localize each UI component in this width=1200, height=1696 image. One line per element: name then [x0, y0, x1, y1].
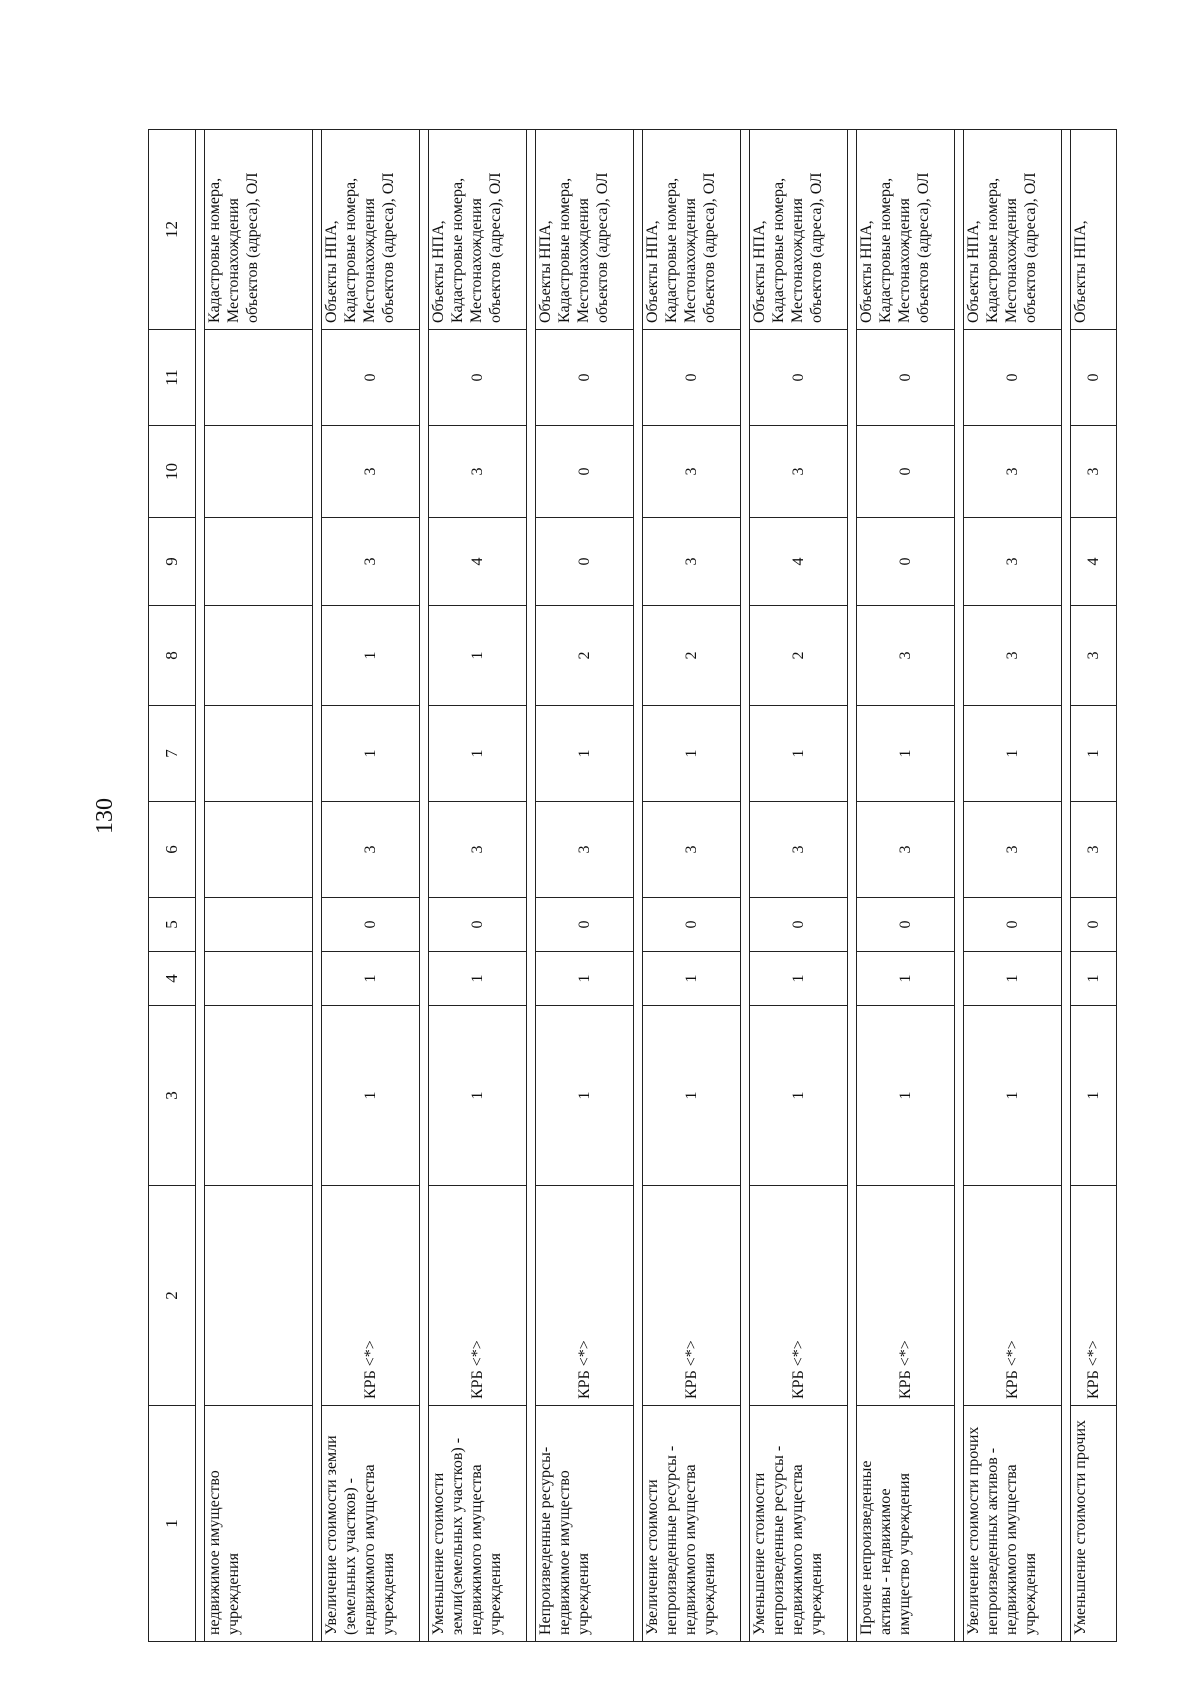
cell-text-line: Уменьшение стоимости: [751, 1472, 768, 1635]
cell-text-line: недвижимое имущество: [556, 1470, 573, 1635]
table-row: [205, 130, 313, 1642]
column-header-5: 5: [149, 898, 196, 952]
cell-col-7: 1: [429, 706, 527, 802]
row-separator-cell: [741, 130, 750, 1642]
table-row: [429, 130, 527, 1642]
cell-col-1: [536, 1406, 634, 1642]
cell-col-12: [322, 130, 420, 330]
cell-col-5: 0: [429, 898, 527, 952]
column-header-2: 2: [149, 1186, 196, 1406]
cell-col-2: КРБ <*>: [429, 1186, 527, 1406]
cell-text-line: Местонахождения: [1003, 198, 1020, 323]
cell-col-6: 3: [1071, 802, 1117, 898]
cell-col-11: 0: [429, 330, 527, 426]
cell-col-9: 3: [322, 518, 420, 606]
cell-col-6: 3: [750, 802, 848, 898]
cell-text-line: учреждения: [1022, 1553, 1039, 1635]
cell-text-line: земли(земельных участков) -: [449, 1437, 466, 1635]
cell-text-line: Объекты НПА,: [751, 220, 768, 323]
column-header-3: 3: [149, 1006, 196, 1186]
cell-text-line: объектов (адреса), ОЛ: [701, 172, 718, 323]
cell-text-line: учреждения: [701, 1553, 718, 1635]
table-row: [857, 130, 955, 1642]
cell-col-12: [750, 130, 848, 330]
cell-text-line: Непроизведенные ресурсы-: [537, 1446, 554, 1635]
cell-text-line: Объекты НПА,: [965, 220, 982, 323]
row-separator-cell: [527, 130, 536, 1642]
cell-text-line: учреждения: [575, 1553, 592, 1635]
rotated-table-container: [148, 130, 1116, 1642]
cell-col-8: 3: [857, 606, 955, 706]
row-separator-cell: [420, 130, 429, 1642]
row-separator: [955, 130, 964, 1642]
cell-text-line: учреждения: [487, 1553, 504, 1635]
cell-col-6: [205, 802, 313, 898]
cell-col-11: 0: [1071, 330, 1117, 426]
cell-col-6: 3: [536, 802, 634, 898]
row-separator: [634, 130, 643, 1642]
cell-col-3: [205, 1006, 313, 1186]
cell-col-10: [205, 426, 313, 518]
cell-col-5: 0: [750, 898, 848, 952]
cell-col-7: 1: [750, 706, 848, 802]
table-body: [196, 130, 1117, 1642]
cell-col-1: [205, 1406, 313, 1642]
cell-col-5: 0: [536, 898, 634, 952]
cell-col-10: 3: [1071, 426, 1117, 518]
cell-col-3: 1: [750, 1006, 848, 1186]
cell-col-11: 0: [536, 330, 634, 426]
cell-col-1: [857, 1406, 955, 1642]
cell-text-line: недвижимое имущество: [206, 1470, 223, 1635]
cell-text-line: (земельных участков) -: [342, 1478, 359, 1635]
cell-col-6: 3: [429, 802, 527, 898]
cell-text-line: Местонахождения: [575, 198, 592, 323]
row-separator-cell: [848, 130, 857, 1642]
data-table: [148, 129, 1117, 1642]
cell-col-11: [205, 330, 313, 426]
cell-col-10: 3: [322, 426, 420, 518]
cell-col-9: 3: [964, 518, 1062, 606]
cell-text-line: Увеличение стоимости земли: [323, 1435, 340, 1635]
cell-text-line: Местонахождения: [225, 198, 242, 323]
cell-col-6: 3: [643, 802, 741, 898]
cell-text-line: Кадастровые номера,: [342, 177, 359, 323]
row-separator-cell: [955, 130, 964, 1642]
cell-col-5: 0: [964, 898, 1062, 952]
column-header-12: 12: [149, 130, 196, 330]
cell-text-line: объектов (адреса), ОЛ: [915, 172, 932, 323]
table-row: [964, 130, 1062, 1642]
cell-text-line: Местонахождения: [682, 198, 699, 323]
cell-col-2: КРБ <*>: [857, 1186, 955, 1406]
cell-text-line: объектов (адреса), ОЛ: [594, 172, 611, 323]
cell-col-11: 0: [857, 330, 955, 426]
cell-col-2: КРБ <*>: [964, 1186, 1062, 1406]
cell-text-line: недвижимого имущества: [468, 1464, 485, 1635]
cell-text-line: учреждения: [380, 1553, 397, 1635]
cell-text-line: Объекты НПА,: [644, 220, 661, 323]
column-header-11: 11: [149, 330, 196, 426]
table-row: [322, 130, 420, 1642]
table-row: [1071, 130, 1117, 1642]
cell-col-8: 2: [643, 606, 741, 706]
cell-text-line: Кадастровые номера,: [556, 177, 573, 323]
cell-col-8: 3: [1071, 606, 1117, 706]
cell-col-2: [205, 1186, 313, 1406]
cell-text-line: непроизведенные ресурсы -: [770, 1445, 787, 1635]
cell-col-4: 1: [750, 952, 848, 1006]
cell-col-9: 0: [857, 518, 955, 606]
cell-text-line: объектов (адреса), ОЛ: [487, 172, 504, 323]
cell-text-line: Прочие непроизведенные: [858, 1460, 875, 1635]
cell-col-3: 1: [536, 1006, 634, 1186]
cell-col-8: 3: [964, 606, 1062, 706]
cell-text-line: учреждения: [225, 1553, 242, 1635]
cell-col-2: КРБ <*>: [322, 1186, 420, 1406]
cell-text-line: недвижимого имущества: [789, 1464, 806, 1635]
cell-col-6: 3: [857, 802, 955, 898]
cell-col-3: 1: [322, 1006, 420, 1186]
cell-col-5: 0: [643, 898, 741, 952]
cell-text-line: Кадастровые номера,: [984, 177, 1001, 323]
cell-col-10: 3: [429, 426, 527, 518]
cell-col-7: 1: [643, 706, 741, 802]
cell-col-1: [1071, 1406, 1117, 1642]
cell-col-12: [643, 130, 741, 330]
cell-text-line: Уменьшение стоимости: [430, 1472, 447, 1635]
cell-text-line: Объекты НПА,: [430, 220, 447, 323]
cell-col-9: 0: [536, 518, 634, 606]
cell-col-4: 1: [1071, 952, 1117, 1006]
cell-text-line: имущество учреждения: [896, 1473, 913, 1635]
cell-col-10: 3: [964, 426, 1062, 518]
cell-text-line: Кадастровые номера,: [877, 177, 894, 323]
cell-col-10: 3: [750, 426, 848, 518]
cell-col-2: КРБ <*>: [750, 1186, 848, 1406]
cell-col-11: 0: [750, 330, 848, 426]
cell-col-7: 1: [536, 706, 634, 802]
cell-col-7: 1: [322, 706, 420, 802]
cell-col-12: [536, 130, 634, 330]
column-header-4: 4: [149, 952, 196, 1006]
cell-col-8: 2: [536, 606, 634, 706]
cell-text-line: Кадастровые номера,: [770, 177, 787, 323]
cell-col-4: 1: [322, 952, 420, 1006]
table-row: [643, 130, 741, 1642]
row-separator: [196, 130, 205, 1642]
column-header-6: 6: [149, 802, 196, 898]
page-number: 130: [92, 798, 118, 834]
cell-text-line: Местонахождения: [361, 198, 378, 323]
cell-col-4: [205, 952, 313, 1006]
row-separator-cell: [313, 130, 322, 1642]
row-separator: [848, 130, 857, 1642]
cell-text-line: Объекты НПА,: [537, 220, 554, 323]
cell-col-5: 0: [1071, 898, 1117, 952]
row-separator: [313, 130, 322, 1642]
cell-col-12: [429, 130, 527, 330]
cell-col-3: 1: [1071, 1006, 1117, 1186]
cell-col-1: [322, 1406, 420, 1642]
cell-col-4: 1: [536, 952, 634, 1006]
cell-col-8: 1: [322, 606, 420, 706]
cell-text-line: Объекты НПА,: [1072, 220, 1089, 323]
column-header-1: 1: [149, 1406, 196, 1642]
row-separator-cell: [1062, 130, 1071, 1642]
cell-col-7: [205, 706, 313, 802]
cell-col-5: [205, 898, 313, 952]
cell-col-1: [750, 1406, 848, 1642]
column-header-8: 8: [149, 606, 196, 706]
cell-col-7: 1: [964, 706, 1062, 802]
column-header-10: 10: [149, 426, 196, 518]
cell-text-line: Кадастровые номера,: [206, 177, 223, 323]
cell-text-line: Увеличение стоимости прочих: [965, 1426, 982, 1635]
cell-col-11: 0: [643, 330, 741, 426]
cell-col-4: 1: [429, 952, 527, 1006]
row-separator-cell: [634, 130, 643, 1642]
cell-col-8: 2: [750, 606, 848, 706]
column-header-7: 7: [149, 706, 196, 802]
cell-col-5: 0: [857, 898, 955, 952]
cell-text-line: активы - недвижимое: [877, 1488, 894, 1635]
cell-text-line: недвижимого имущества: [682, 1464, 699, 1635]
cell-col-4: 1: [964, 952, 1062, 1006]
cell-text-line: объектов (адреса), ОЛ: [1022, 172, 1039, 323]
cell-col-8: [205, 606, 313, 706]
cell-col-8: 1: [429, 606, 527, 706]
cell-col-9: 3: [643, 518, 741, 606]
cell-text-line: Кадастровые номера,: [449, 177, 466, 323]
cell-col-5: 0: [322, 898, 420, 952]
row-separator: [741, 130, 750, 1642]
cell-text-line: Объекты НПА,: [323, 220, 340, 323]
cell-text-line: Местонахождения: [789, 198, 806, 323]
row-separator: [527, 130, 536, 1642]
cell-col-2: КРБ <*>: [643, 1186, 741, 1406]
cell-col-11: 0: [322, 330, 420, 426]
cell-col-4: 1: [643, 952, 741, 1006]
cell-text-line: объектов (адреса), ОЛ: [380, 172, 397, 323]
cell-col-7: 1: [1071, 706, 1117, 802]
column-header-9: 9: [149, 518, 196, 606]
cell-col-2: КРБ <*>: [536, 1186, 634, 1406]
cell-text-line: непроизведенных активов -: [984, 1447, 1001, 1635]
cell-col-6: 3: [322, 802, 420, 898]
table-row: [750, 130, 848, 1642]
cell-col-10: 0: [857, 426, 955, 518]
cell-text-line: Объекты НПА,: [858, 220, 875, 323]
cell-col-12: [205, 130, 313, 330]
cell-col-4: 1: [857, 952, 955, 1006]
row-separator: [1062, 130, 1071, 1642]
cell-col-3: 1: [429, 1006, 527, 1186]
cell-text-line: Местонахождения: [468, 198, 485, 323]
cell-col-10: 0: [536, 426, 634, 518]
cell-col-12: [1071, 130, 1117, 330]
header-row: [149, 130, 196, 1642]
cell-col-3: 1: [643, 1006, 741, 1186]
cell-col-12: [857, 130, 955, 330]
cell-col-12: [964, 130, 1062, 330]
cell-col-3: 1: [857, 1006, 955, 1186]
cell-col-9: 4: [1071, 518, 1117, 606]
cell-col-10: 3: [643, 426, 741, 518]
cell-text-line: объектов (адреса), ОЛ: [244, 172, 261, 323]
row-separator: [420, 130, 429, 1642]
cell-col-9: 4: [429, 518, 527, 606]
cell-col-3: 1: [964, 1006, 1062, 1186]
cell-text-line: объектов (адреса), ОЛ: [808, 172, 825, 323]
cell-col-1: [643, 1406, 741, 1642]
cell-col-7: 1: [857, 706, 955, 802]
cell-col-2: КРБ <*>: [1071, 1186, 1117, 1406]
cell-text-line: учреждения: [808, 1553, 825, 1635]
cell-col-1: [964, 1406, 1062, 1642]
row-separator-cell: [196, 130, 205, 1642]
cell-text-line: недвижимого имущества: [1003, 1464, 1020, 1635]
cell-col-11: 0: [964, 330, 1062, 426]
cell-text-line: Увеличение стоимости: [644, 1479, 661, 1635]
cell-text-line: недвижимого имущества: [361, 1464, 378, 1635]
cell-col-1: [429, 1406, 527, 1642]
table-row: [536, 130, 634, 1642]
cell-text-line: Кадастровые номера,: [663, 177, 680, 323]
cell-text-line: Местонахождения: [896, 198, 913, 323]
cell-col-9: [205, 518, 313, 606]
cell-col-6: 3: [964, 802, 1062, 898]
cell-text-line: Уменьшение стоимости прочих: [1072, 1419, 1089, 1635]
cell-text-line: непроизведенные ресурсы -: [663, 1445, 680, 1635]
cell-col-9: 4: [750, 518, 848, 606]
